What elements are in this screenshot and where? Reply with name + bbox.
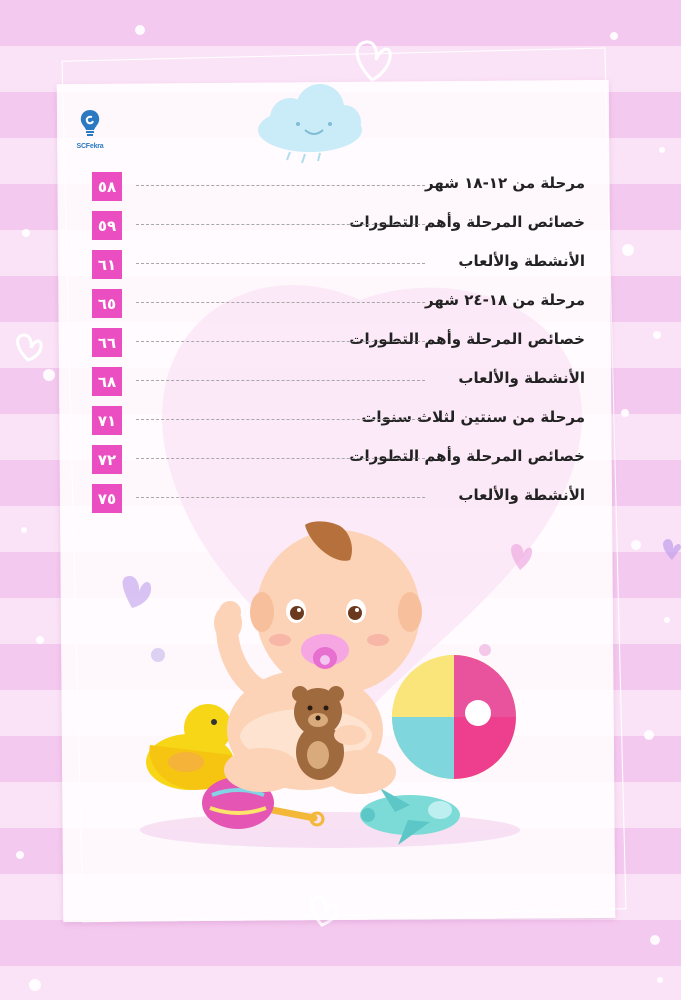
toc-title: مرحلة من ١٨-٢٤ شهر (425, 291, 585, 309)
toc-page-number: ٧٥ (92, 484, 122, 513)
toc-page-number: ٦٦ (92, 328, 122, 357)
toc-page-number: ٦١ (92, 250, 122, 279)
logo-text: SCFekra (76, 143, 104, 150)
toc-page-number: ٧٢ (92, 445, 122, 474)
toc-title: خصائص المرحلة وأهم التطورات (349, 447, 585, 465)
toc-title: الأنشطة والألعاب (458, 252, 585, 270)
toc-title: مرحلة من ١٢-١٨ شهر (425, 174, 585, 192)
toc-page-number: ٦٥ (92, 289, 122, 318)
beach-ball-icon (392, 655, 516, 779)
toc-title: الأنشطة والألعاب (458, 486, 585, 504)
toc-page-number: ٥٩ (92, 211, 122, 240)
toc-title: خصائص المرحلة وأهم التطورات (349, 330, 585, 348)
toc-page-number: ٥٨ (92, 172, 122, 201)
toc-title: الأنشطة والألعاب (458, 369, 585, 387)
toc-page-number: ٦٨ (92, 367, 122, 396)
toc-title: خصائص المرحلة وأهم التطورات (349, 213, 585, 231)
toc-title: مرحلة من سنتين لثلاث سنوات (361, 408, 585, 426)
toc-page-number: ٧١ (92, 406, 122, 435)
